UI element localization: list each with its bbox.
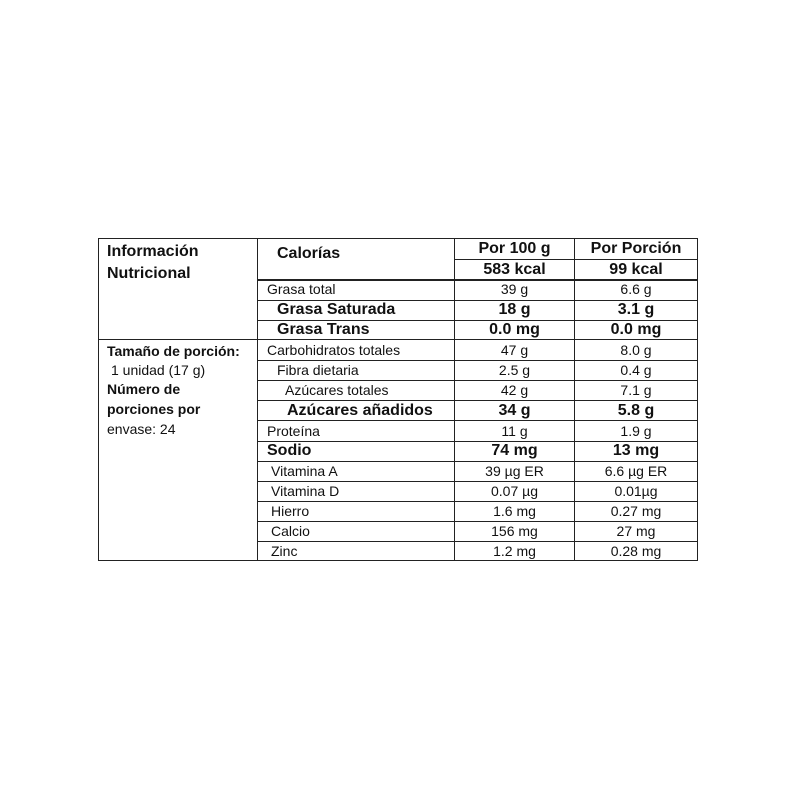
nutrient-perportion: 8.0 g	[620, 342, 652, 358]
per100-kcal: 583 kcal	[483, 261, 546, 278]
nutrient-perportion: 0.01µg	[614, 483, 658, 499]
nutrient-per100: 47 g	[500, 342, 529, 358]
nutrient-per100: 18 g	[498, 301, 531, 318]
nutrient-label: Hierro	[271, 503, 310, 519]
nutrient-perportion: 6.6 µg ER	[604, 463, 668, 479]
nutrition-table	[98, 238, 698, 561]
nutrient-per100: 11 g	[501, 423, 528, 439]
nutrient-perportion: 5.8 g	[617, 402, 655, 419]
nutrient-perportion: 6.6 g	[620, 281, 652, 297]
nutrient-per100: 0.0 mg	[489, 321, 540, 338]
nutrient-label: Sodio	[267, 442, 312, 459]
row-divider	[257, 380, 697, 381]
nutrient-label: Vitamina D	[271, 483, 340, 499]
row-divider	[257, 420, 697, 421]
nutrient-label: Azúcares añadidos	[287, 402, 433, 419]
nutrient-per100: 2.5 g	[498, 362, 531, 378]
nutrient-label: Fibra dietaria	[277, 362, 359, 378]
row-divider	[257, 400, 697, 401]
nutrient-label: Proteína	[267, 423, 320, 439]
nutrient-label: Calcio	[271, 523, 310, 539]
row-divider	[257, 461, 697, 462]
portions-line1: Número de	[107, 381, 181, 397]
nutrition-title-line2: Nutricional	[107, 265, 191, 282]
nutrient-perportion: 1.9 g	[620, 423, 652, 439]
row-divider	[257, 501, 697, 502]
row-divider	[257, 541, 697, 542]
nutrient-label: Grasa Trans	[277, 321, 370, 338]
nutrient-per100: 39 g	[500, 281, 529, 297]
portions-line2: porciones por	[107, 401, 201, 417]
nutrient-perportion: 7.1 g	[620, 382, 652, 398]
serving-size-value: 1 unidad (17 g)	[111, 362, 206, 378]
nutrient-label: Carbohidratos totales	[267, 342, 401, 358]
nutrient-perportion: 0.4 g	[620, 362, 652, 378]
nutrient-perportion: 3.1 g	[617, 301, 655, 318]
perportion-header: Por Porción	[590, 240, 682, 257]
calories-label: Calorías	[277, 245, 341, 262]
nutrition-title-line1: Información	[107, 243, 199, 260]
nutrient-per100: 74 mg	[491, 442, 538, 459]
nutrient-per100: 1.2 mg	[493, 543, 536, 559]
per100-header: Por 100 g	[478, 240, 551, 257]
nutrient-label: Azúcares totales	[285, 382, 389, 398]
nutrient-per100: 39 µg ER	[485, 463, 544, 479]
kcal-divider	[454, 259, 697, 260]
nutrient-perportion: 13 mg	[612, 442, 660, 459]
perportion-kcal: 99 kcal	[609, 261, 663, 278]
serving-size-label: Tamaño de porción:	[107, 343, 240, 359]
nutrient-perportion: 0.0 mg	[610, 321, 662, 338]
row-divider	[257, 360, 697, 361]
nutrient-per100: 42 g	[500, 382, 529, 398]
nutrient-label: Zinc	[271, 543, 298, 559]
nutrient-label: Vitamina A	[271, 463, 338, 479]
row-divider	[257, 481, 697, 482]
nutrient-perportion: 0.28 mg	[610, 543, 662, 559]
nutrient-per100: 156 mg	[491, 523, 538, 539]
nutrient-per100: 1.6 mg	[493, 503, 536, 519]
nutrient-perportion: 0.27 mg	[610, 503, 662, 519]
nutrient-perportion: 27 mg	[616, 523, 656, 539]
nutrient-label: Grasa Saturada	[277, 301, 396, 318]
nutrient-label: Grasa total	[267, 281, 336, 297]
nutrient-per100: 0.07 µg	[491, 483, 538, 499]
row-divider	[257, 521, 697, 522]
section-divider	[99, 339, 697, 340]
nutrient-per100: 34 g	[498, 402, 531, 419]
portions-line3: envase: 24	[107, 421, 176, 437]
